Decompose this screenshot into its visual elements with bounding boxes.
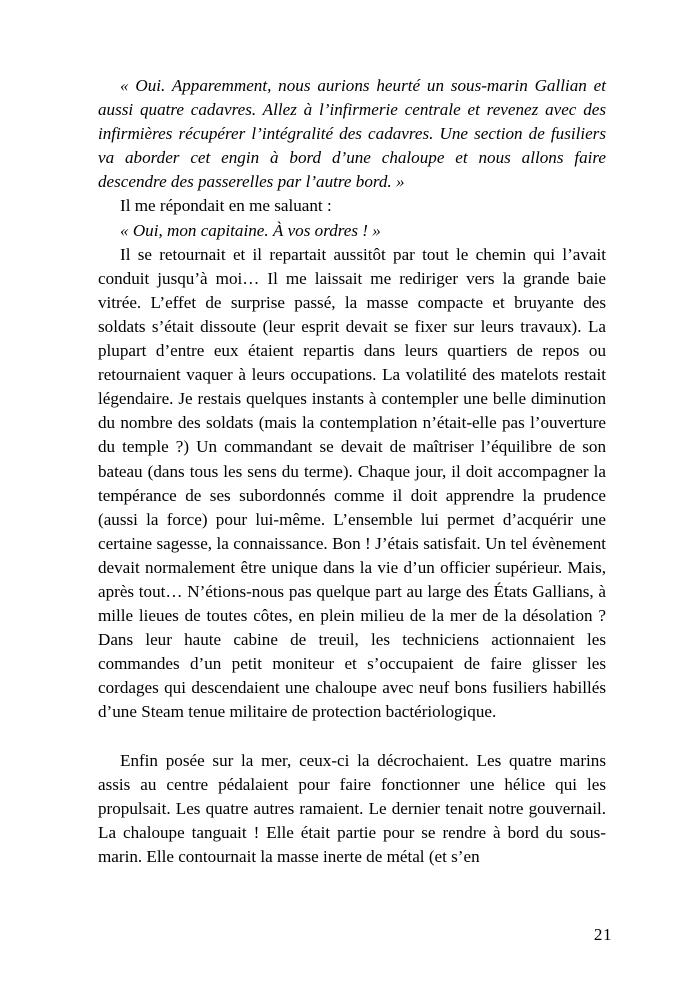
- page-number: 21: [593, 925, 612, 944]
- body-text-column: [98, 74, 606, 869]
- paragraph-narration-main: Il se retournait et il repartait aussitôt par tout le chemin qui l’avait conduit jusqu’à moi… Il me laissait me rediriger vers la grande baie vitrée. L’effet de surprise passé, la masse compacte et bruyante des soldats s’était dissoute (leur esprit devait se fixer sur leurs travaux). La plupart d’entre eux étaient repartis dans leurs quartiers de repos ou retournaient vaquer à leurs occupations. La volatilité des matelots restait légendaire. Je restais quelques instants à contempler une belle diminution du nombre des soldats (mais la contemplation n’était-elle pas l’ouverture du temple ?) Un commandant se devait de maîtriser l’équilibre de son bateau (dans tous les sens du terme). Chaque jour, il doit accompagner la tempérance de ses subordonnés comme il doit apprendre la prudence (aussi la force) pour lui-même. L’ensemble lui permet d’acquérir une certaine sagesse, la connaissance. Bon ! J’étais satisfait. Un tel évènement devait normalement être unique dans la vie d’un officier supérieur. Mais, après tout… N’étions-nous pas quelque part au large des États Gallians, à mille lieues de toutes côtes, en plein milieu de la mer de la désolation ? Dans leur haute cabine de treuil, les techniciens actionnaient les commandes d’un petit moniteur et s’occupaient de faire glisser les cordages qui descendaient une chaloupe avec neuf bons fusiliers habillés d’une Steam tenue militaire de protection bactériologique.: [98, 244, 606, 722]
- paragraph-reply-intro: Il me répondait en me saluant :: [120, 196, 332, 216]
- paragraph-narration-chaloupe: Enfin posée sur la mer, ceux-ci la décrochaient. Les quatre marins assis au centre pédalaient pour faire fonctionner une hélice qui les propulsait. Les quatre autres ramaient. Le dernier tenait notre gouvernail. La chaloupe tanguait ! Elle était partie pour se rendre à bord du sous-marin. Elle contournait la masse inerte de métal (et s’en: [98, 750, 606, 866]
- paragraph-dialogue-reply: « Oui, mon capitaine. À vos ordres ! »: [120, 220, 381, 240]
- paragraph-spacer: [98, 725, 606, 749]
- paragraph-dialogue-orders: « Oui. Apparemment, nous aurions heurté un sous-marin Gallian et aussi quatre cadavres. Allez à l’infirmerie centrale et revenez avec des infirmières récupérer l’intégralité des cadavres. Une section de fusiliers va aborder cet engin à bord d’une chaloupe et nous allons faire descendre des passerelles par l’autre bord. »: [98, 76, 606, 192]
